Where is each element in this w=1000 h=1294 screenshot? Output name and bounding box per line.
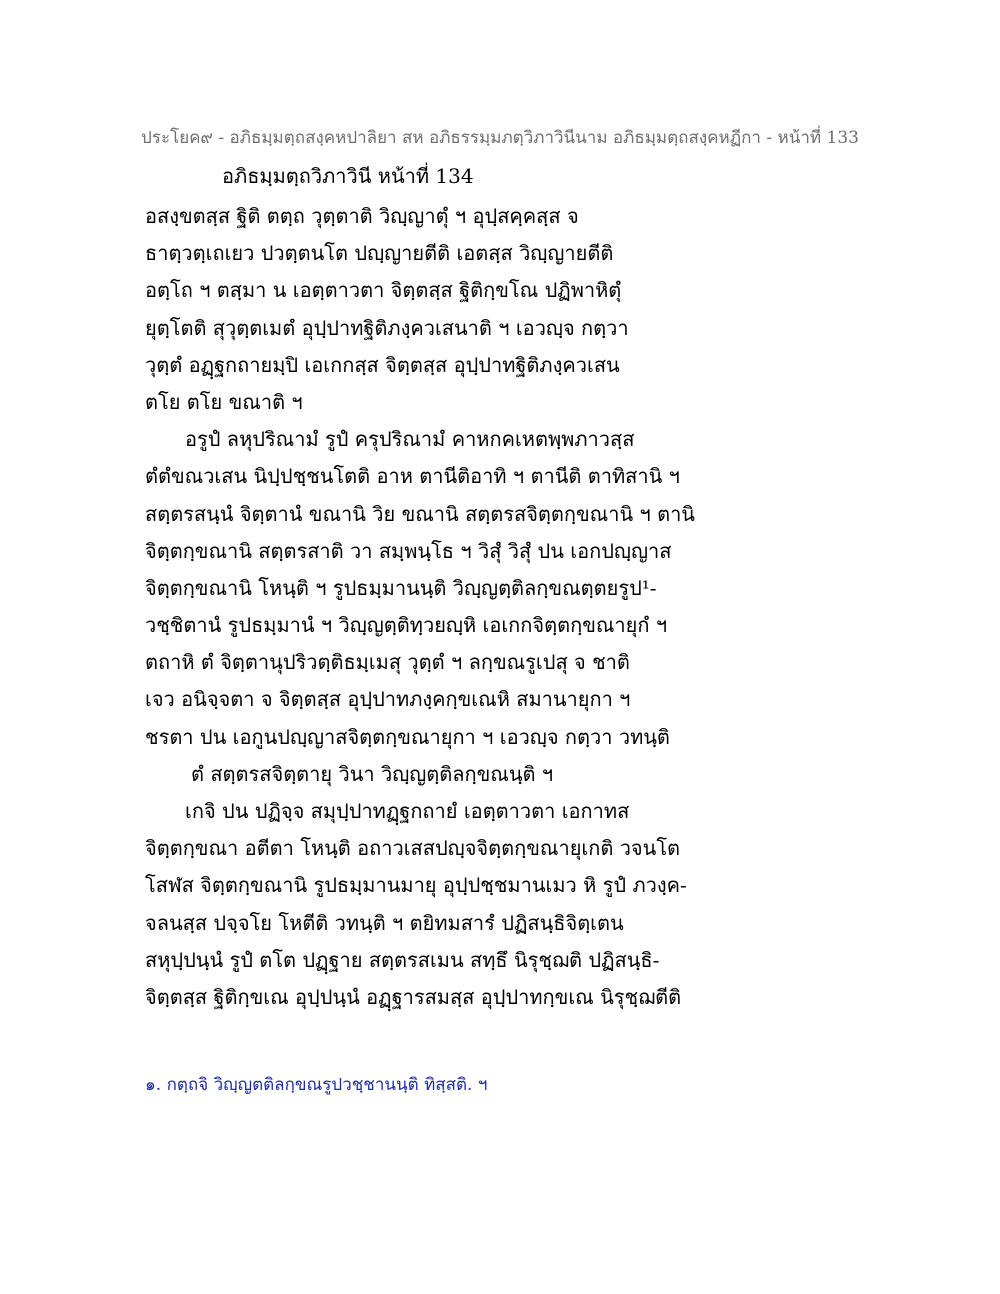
text-line: ตโย ตโย ขณาติ ฯ (145, 389, 303, 414)
verse-line: ตํ สตฺตรสจิตฺตายุ วินา วิญฺญตฺติลกฺขณนฺติ ฯ (191, 761, 554, 786)
text-line: ชรตา ปน เอกูนปญฺญาสจิตฺตกฺขณายุกา ฯ เอวญฺจ กตฺวา วทนฺติ (145, 724, 670, 749)
text-line: อตฺโถ ฯ ตสฺมา น เอตฺตาวตา จิตฺตสฺส ฐิติกฺขโณ ปฏิพาหิตุํ (145, 278, 622, 303)
text-line: วุตฺตํ อฏฺฐกถายมฺปิ เอเกกสฺส จิตฺตสฺส อุปฺปาทฐิติภงฺควเสน (145, 352, 620, 377)
paragraph-start-line: เกจิ ปน ปฏิจฺจ สมุปฺปาทฏฺฐกถายํ เอตฺตาวตา เอกาทส (185, 799, 630, 823)
text-line: จิตฺตกฺขณานิ สตฺตรสาติ วา สมฺพนฺโธ ฯ วิสุํ วิสุํ ปน เอกปญฺญาส (145, 538, 672, 563)
text-line: จลนสฺส ปจฺจโย โหตีติ วทนฺติ ฯ ตยิทมสารํ ปฏิสนฺธิจิตฺเตน (145, 910, 624, 935)
footnote: ๑. กตฺถจิ วิญฺญตติลกฺขณรูปวชฺชานนฺติ ทิสฺสติ. ฯ (145, 1075, 488, 1095)
text-line: สตฺตรสนฺนํ จิตฺตานํ ขณานิ วิย ขณานิ สตฺตรสจิตฺตกฺขณานิ ฯ ตานิ (145, 501, 695, 526)
paragraph-start-line: อรูปํ ลหุปริณามํ รูปํ ครุปริณามํ คาหกคเหตพฺพภาวสฺส (185, 427, 635, 452)
page-subtitle: อภิธมฺมตฺถวิภาวินี หน้าที่ 134 (222, 164, 474, 188)
body-text (145, 198, 865, 1016)
text-line: วชฺชิตานํ รูปธมฺมานํ ฯ วิญฺญตฺติทฺวยญฺหิ เอเกกจิตฺตกฺขณายุกํ ฯ (145, 613, 668, 638)
text-line: จิตฺตกฺขณานิ โหนฺติ ฯ รูปธมฺมานนฺติ วิญฺญตฺติลกฺขณตฺตยรูป¹- (145, 575, 657, 600)
text-line: ตํตํขณวเสน นิปฺปชฺชนโตติ อาห ตานีติอาทิ ฯ ตานีติ ตาทิสานิ ฯ (145, 464, 680, 489)
text-line: เจว อนิจฺจตา จ จิตฺตสฺส อุปฺปาทภงฺคกฺขเณหิ สมานายุกา ฯ (145, 687, 631, 712)
text-line: จิตฺตกฺขณา อตีตา โหนฺติ อถาวเสสปญฺจจิตฺตกฺขณายุเกติ วจนโต (145, 836, 681, 861)
text-line: จิตฺตสฺส ฐิติกฺขเณ อุปฺปนฺนํ อฏฺฐารสมสฺส อุปฺปาทกฺขเณ นิรุชฺฌตีติ (145, 984, 682, 1009)
running-header: ประโยค๙ - อภิธมฺมตฺถสงฺคหปาลิยา สห อภิธรรมฺมภตฺวิภาวินีนาม อภิธมฺมตฺถสงฺคหฏีกา - หน้าที่ 133 (141, 128, 859, 148)
text-line: ยุตฺโตติ สุวุตฺตเมตํ อุปฺปาทฐิติภงฺควเสนาติ ฯ เอวญฺจ กตฺวา (145, 315, 629, 340)
text-line: สหุปฺปนฺนํ รูปํ ตโต ปฏฺฐาย สตฺตรสเมน สทฺธึ นิรุชฺฌติ ปฏิสนฺธิ- (145, 947, 660, 972)
text-line: ธาตฺวตฺเถเยว ปวตฺตนโต ปญฺญายตีติ เอตสฺส วิญฺญายตีติ (145, 241, 614, 266)
text-line: อสงฺขตสฺส ฐิติ ตตฺถ วุตฺตาติ วิญฺญาตุํ ฯ อุปฺสคฺคสฺส จ (145, 204, 579, 228)
text-line: โสฬส จิตฺตกฺขณานิ รูปธมฺมานมายุ อุปฺปชฺชมานเมว หิ รูปํ ภวงฺค- (145, 873, 687, 898)
text-line: ตถาหิ ตํ จิตฺตานุปริวตฺติธมฺเมสุ วุตฺตํ ฯ ลกฺขณรูเปสุ จ ชาติ (145, 650, 630, 675)
